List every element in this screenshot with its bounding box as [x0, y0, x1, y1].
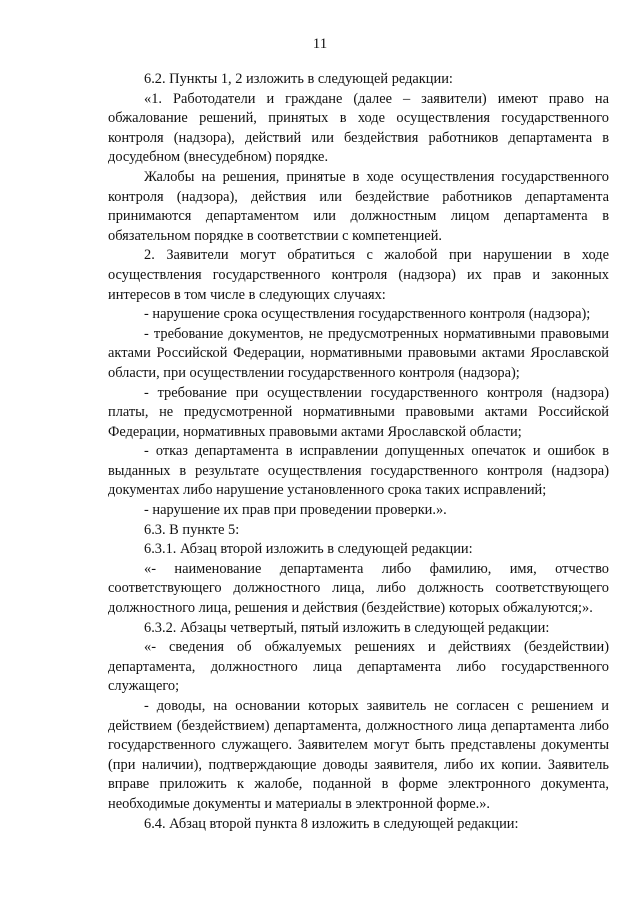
paragraph-6-4: 6.4. Абзац второй пункта 8 изложить в следующей редакции: — [144, 815, 519, 832]
page-number: 11 — [312, 36, 328, 52]
quote-official-name: «- наименование департамента либо фамилию, имя, отчество соответствующего должностного лица, либо должность соответствующего должностного лица, решения и действия (бездействие) которых обжалуются;». — [108, 560, 609, 617]
list-item-rights-violation: - нарушение их прав при проведении проверки.». — [144, 502, 447, 519]
list-item-documents-requirement: - требование документов, не предусмотренных нормативными правовыми актами Российской Федерации, нормативными правовыми актами Ярославской области, при осуществлении государственного контроля (надзора); — [108, 325, 609, 381]
paragraph-item-2: 2. Заявители могут обратиться с жалобой при нарушении в ходе осуществления государственного контроля (надзора) их прав и законных интересов в том числе в следующих случаях: — [108, 247, 609, 303]
list-item-payment-requirement: - требование при осуществлении государственного контроля (надзора) платы, не предусмотренной нормативными правовыми актами Российской Федерации, нормативных правовыми актами Ярославской области; — [108, 384, 609, 440]
document-body — [108, 70, 609, 834]
quote-arguments: - доводы, на основании которых заявитель не согласен с решением и действием (бездействием) департамента, должностного лица департамента либо государственного служащего. Заявителем могут быть представлены документы (при наличии), подтверждающие доводы заявителя, либо их копии. Заявитель вправе приложить к жалобе, поданной в форме электронного документа, необходимые документы и материалы в электронной форме.». — [108, 698, 609, 812]
list-item-correction-refusal: - отказ департамента в исправлении допущенных опечаток и ошибок в выданных в результате осуществления государственного контроля (надзора) документах либо нарушение установленного срока таких исправлений; — [108, 443, 609, 499]
paragraph-6-3: 6.3. В пункте 5: — [144, 521, 240, 538]
list-item-deadline-violation: - нарушение срока осуществления государственного контроля (надзора); — [144, 306, 591, 323]
paragraph-item-1: «1. Работодатели и граждане (далее – заявители) имеют право на обжалование решений, принятых в ходе осуществления государственного контроля (надзора), действий или бездействия работников департамента в досудебном (внесудебном) порядке. — [108, 90, 609, 166]
quote-appealed-decisions: «- сведения об обжалуемых решениях и действиях (бездействии) департамента, должностного лица департамента либо государственного служащего; — [108, 639, 609, 695]
paragraph-6-3-2: 6.3.2. Абзацы четвертый, пятый изложить в следующей редакции: — [144, 619, 550, 636]
paragraph-6-3-1: 6.3.1. Абзац второй изложить в следующей редакции: — [144, 541, 473, 558]
paragraph-complaints: Жалобы на решения, принятые в ходе осуществления государственного контроля (надзора), действия или бездействие работников департамента принимаются департаментом или должностным лицом департамента в обязательном порядке в соответствии с компетенцией. — [108, 168, 609, 244]
paragraph-6-2: 6.2. Пункты 1, 2 изложить в следующей редакции: — [144, 71, 453, 87]
